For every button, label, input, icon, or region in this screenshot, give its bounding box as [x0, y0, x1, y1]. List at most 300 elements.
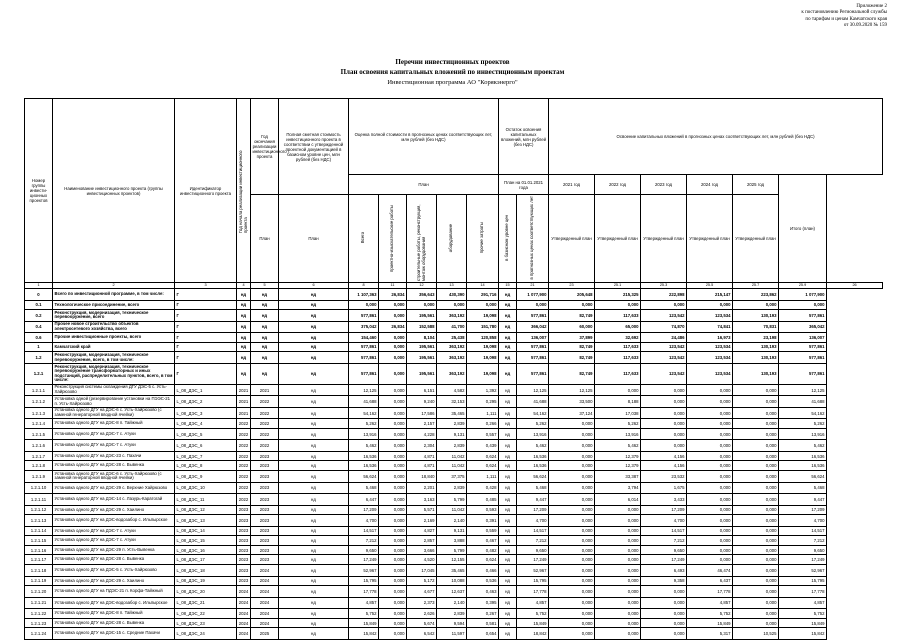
cell-other: 0,559 [467, 526, 499, 536]
cell-other: 0,439 [467, 440, 499, 452]
cell-other: 0,295 [467, 396, 499, 408]
col-number: 5 [251, 283, 279, 289]
cell-total: 15,849 [349, 618, 379, 628]
cell-base: нд [499, 384, 517, 396]
annex-line: от 30.09.2020 № 159 [843, 23, 887, 29]
cell-pir: 0,000 [379, 352, 407, 364]
table-row [25, 515, 883, 527]
cell-name: Установка одного ДГУ на ДЭС-5 с. Усть-Хайрюзово [53, 565, 175, 577]
cell-total: 13,916 [349, 428, 379, 440]
cell-2022: 0,000 [595, 545, 641, 555]
cell-2022: 5,262 [595, 419, 641, 429]
cell-equip: 35,465 [437, 565, 467, 577]
header-num: Номер группы инвести-ционных проектов [25, 99, 53, 283]
cell-smr: 4,228 [407, 428, 437, 440]
cell-full-cost: нд [279, 515, 349, 527]
cell-name: Всего по инвестиционной программе, в том числе: [53, 289, 175, 301]
cell-2022: 33,387 [595, 471, 641, 483]
annex-note [801, 4, 887, 30]
cell-2023: 0,000 [641, 384, 687, 396]
cell-num: 0.4 [25, 321, 53, 333]
cell-full-cost: нд [279, 407, 349, 419]
cell-2024: 5,752 [687, 609, 733, 619]
table-row [25, 396, 883, 408]
cell-end-year: 2023 [251, 536, 279, 546]
cell-end-year: нд [251, 333, 279, 343]
cell-name: Установка одного ДГУ на ДЭС-23 с. Пахачи [53, 451, 175, 461]
cell-itogo: 577,861 [779, 363, 827, 384]
cell-base: нд [499, 461, 517, 471]
cell-full-cost: нд [279, 310, 349, 322]
cell-2024: 0,000 [687, 536, 733, 546]
cell-pir: 0,000 [379, 526, 407, 536]
header-approved-2021: Утвержденный план [549, 195, 595, 283]
cell-end-year: 2022 [251, 440, 279, 452]
cell-pir: 0,000 [379, 545, 407, 555]
cell-smr: 5,571 [407, 505, 437, 515]
cell-2022: 215,325 [595, 289, 641, 301]
cell-start-year: 2023 [237, 505, 251, 515]
table-row [25, 609, 883, 619]
cell-2025: 0,000 [733, 396, 779, 408]
cell-smr: 2,373 [407, 597, 437, 609]
cell-base: нд [499, 628, 517, 640]
col-number: 4 [237, 283, 251, 289]
cell-full-cost: нд [279, 536, 349, 546]
cell-base: нд [499, 482, 517, 494]
cell-end-year: 2022 [251, 419, 279, 429]
cell-other: 0,536 [467, 576, 499, 586]
cell-start-year: 2023 [237, 536, 251, 546]
cell-start-year: нд [237, 333, 251, 343]
cell-other: 19,098 [467, 342, 499, 352]
cell-equip: 2,839 [437, 482, 467, 494]
cell-smr: 356,643 [407, 289, 437, 301]
cell-equip: 9,131 [437, 526, 467, 536]
cell-forecast: 5,468 [517, 482, 549, 494]
cell-2022: 0,000 [595, 384, 641, 396]
cell-2024: 17,778 [687, 586, 733, 598]
cell-end-year: 2024 [251, 618, 279, 628]
col-number: 3 [175, 283, 237, 289]
header-base-price-text: в базисном уровне цен [504, 215, 510, 261]
cell-2024: 0,000 [687, 396, 733, 408]
cell-id: L_08_ДЭС_17 [175, 555, 237, 565]
cell-pir: 0,000 [379, 536, 407, 546]
cell-start-year: нд [237, 363, 251, 384]
cell-forecast: 136,007 [517, 333, 549, 343]
cell-forecast: 15,795 [517, 576, 549, 586]
cell-pir: 0,000 [379, 300, 407, 310]
cell-forecast: 54,162 [517, 407, 549, 419]
cell-2021: 0,000 [549, 545, 595, 555]
cell-base: нд [499, 407, 517, 419]
cell-total: 17,209 [349, 505, 379, 515]
cell-id: L_08_ДЭС_19 [175, 576, 237, 586]
cell-2021: 82,749 [549, 342, 595, 352]
cell-name: Установка одного ДГУ на ДЭС-водозабор с. Ильпырское [53, 597, 175, 609]
cell-smr: 4,520 [407, 555, 437, 565]
cell-base: нд [499, 555, 517, 565]
cell-base: нд [499, 515, 517, 527]
cell-start-year: 2023 [237, 526, 251, 536]
cell-2025: 0,000 [733, 555, 779, 565]
cell-forecast: 16,536 [517, 451, 549, 461]
cell-start-year: 2022 [237, 471, 251, 483]
cell-name: Установка одного ДГУ на ДЭС-6 с. Усть-Хайрюзово (с заменой генераторной вводной ячейки) [53, 407, 175, 419]
cell-itogo: 17,778 [779, 586, 827, 598]
cell-other: 19,098 [467, 352, 499, 364]
cell-itogo: 4,857 [779, 597, 827, 609]
cell-2024: 0,000 [687, 451, 733, 461]
cell-num: 1.2.1.17 [25, 555, 53, 565]
cell-end-year: 2023 [251, 471, 279, 483]
cell-smr: 3,666 [407, 545, 437, 555]
cell-2025: 0,000 [733, 384, 779, 396]
header-start-year [237, 99, 251, 283]
cell-pir: 0,000 [379, 471, 407, 483]
cell-name: Установка одного ДГУ на ДЭС-28 с. Вывенка [53, 461, 175, 471]
cell-forecast: 7,212 [517, 536, 549, 546]
header-estimate: Оценка полной стоимости в прогнозных ценах соответствующих лет, млн рублей (без НДС) [349, 99, 499, 175]
cell-2021: 0,000 [549, 628, 595, 640]
cell-2023: 4,700 [641, 515, 687, 527]
cell-2021: 0,000 [549, 461, 595, 471]
header-year-2021: 2021 год [549, 175, 595, 195]
table-row [25, 555, 883, 565]
cell-2025: 0,000 [733, 618, 779, 628]
cell-2021: 0,000 [549, 565, 595, 577]
cell-base: нд [499, 396, 517, 408]
cell-start-year: нд [237, 310, 251, 322]
cell-full-cost: нд [279, 565, 349, 577]
cell-pir: 0,000 [379, 333, 407, 343]
cell-itogo: 16,536 [779, 461, 827, 471]
cell-end-year: 2023 [251, 545, 279, 555]
document-title: Перечни инвестиционных проектов [395, 58, 510, 66]
cell-2023: 222,898 [641, 289, 687, 301]
cell-num: 1.2.1.7 [25, 451, 53, 461]
cell-smr: 2,304 [407, 440, 437, 452]
cell-2021: 0,000 [549, 576, 595, 586]
cell-total: 375,042 [349, 321, 379, 333]
cell-name: Технологическое присоединение, всего [53, 300, 175, 310]
header-equip [437, 195, 467, 283]
cell-itogo: 5,468 [779, 482, 827, 494]
cell-num: 1.2.1.4 [25, 419, 53, 429]
header-other [467, 195, 499, 283]
cell-end-year: 2023 [251, 482, 279, 494]
cell-forecast: 18,842 [517, 628, 549, 640]
cell-forecast: 15,849 [517, 618, 549, 628]
cell-forecast: 5,752 [517, 609, 549, 619]
cell-base: нд [499, 536, 517, 546]
cell-2024: 123,534 [687, 363, 733, 384]
cell-equip: 0,000 [437, 300, 467, 310]
cell-name: Установка одного ДГУ на ДЭС-29 с. Хаилино [53, 576, 175, 586]
header-smr [407, 195, 437, 283]
cell-base: нд [499, 576, 517, 586]
cell-2024: 123,534 [687, 342, 733, 352]
cell-total: 5,462 [349, 440, 379, 452]
cell-forecast: 5,462 [517, 440, 549, 452]
cell-2023: 0,000 [641, 419, 687, 429]
cell-name: Реконструкция, модернизация, техническое перевооружение, всего, в том числе: [53, 352, 175, 364]
cell-pir: 26,834 [379, 289, 407, 301]
cell-2022: 12,379 [595, 461, 641, 471]
cell-equip: 430,390 [437, 289, 467, 301]
cell-itogo: 4,700 [779, 515, 827, 527]
cell-2023: 0,000 [641, 407, 687, 419]
cell-end-year: 2022 [251, 428, 279, 440]
cell-other: 0,581 [467, 618, 499, 628]
cell-2022: 117,633 [595, 342, 641, 352]
cell-end-year: 2023 [251, 494, 279, 506]
cell-smr: 195,561 [407, 310, 437, 322]
cell-start-year: нд [237, 300, 251, 310]
cell-equip: 2,140 [437, 515, 467, 527]
cell-2023: 123,542 [641, 310, 687, 322]
cell-num: 1.2.1.20 [25, 586, 53, 598]
cell-equip: 11,042 [437, 451, 467, 461]
cell-equip: 2,839 [437, 440, 467, 452]
header-forecast-price [517, 195, 549, 283]
cell-id: Г [175, 342, 237, 352]
cell-num: 0.2 [25, 310, 53, 322]
cell-name: Установка одного ДГУ на ДЭС-8 п. Тайжный [53, 419, 175, 429]
cell-2023: 23,532 [641, 471, 687, 483]
table-row [25, 505, 883, 515]
cell-full-cost: нд [279, 333, 349, 343]
cell-forecast: 56,624 [517, 471, 549, 483]
cell-smr: 2,857 [407, 536, 437, 546]
cell-full-cost: нд [279, 352, 349, 364]
cell-2024: 0,000 [687, 461, 733, 471]
cell-total: 4,857 [349, 597, 379, 609]
cell-equip: 2,140 [437, 597, 467, 609]
cell-2023: 9,650 [641, 545, 687, 555]
cell-end-year: 2024 [251, 597, 279, 609]
table-row [25, 384, 883, 396]
cell-total: 5,468 [349, 482, 379, 494]
cell-2024: 0,000 [687, 384, 733, 396]
cell-2023: 123,542 [641, 363, 687, 384]
cell-2025: 0,000 [733, 300, 779, 310]
annex-line: Приложение 2 [856, 4, 887, 9]
cell-other: 0,624 [467, 451, 499, 461]
cell-full-cost: нд [279, 342, 349, 352]
cell-full-cost: нд [279, 526, 349, 536]
cell-equip: 363,192 [437, 363, 467, 384]
cell-base: нд [499, 352, 517, 364]
cell-num: 1.2.1.1 [25, 384, 53, 396]
cell-2025: 0,000 [733, 407, 779, 419]
cell-total: 0,000 [349, 300, 379, 310]
header-plan: План [349, 175, 499, 195]
cell-base: нд [499, 526, 517, 536]
cell-2023: 0,000 [641, 609, 687, 619]
cell-2025: 130,193 [733, 363, 779, 384]
cell-2023: 0,000 [641, 300, 687, 310]
cell-2022: 117,633 [595, 363, 641, 384]
header-approved-2024: Утвержденный план [687, 195, 733, 283]
cell-smr: 18,840 [407, 471, 437, 483]
cell-pir: 0,000 [379, 565, 407, 577]
cell-base: нд [499, 440, 517, 452]
cell-end-year: 2022 [251, 396, 279, 408]
cell-forecast: 577,861 [517, 352, 549, 364]
cell-start-year: 2022 [237, 419, 251, 429]
cell-2025: 0,000 [733, 494, 779, 506]
cell-smr: 6,151 [407, 384, 437, 396]
cell-other: 291,716 [467, 289, 499, 301]
table-row [25, 363, 883, 384]
table-row [25, 289, 883, 301]
cell-pir: 0,000 [379, 419, 407, 429]
cell-num: 1.2.1.2 [25, 396, 53, 408]
cell-2022: 0,000 [595, 505, 641, 515]
cell-2024: 0,000 [687, 526, 733, 536]
cell-id: L_08_ДЭС_1 [175, 384, 237, 396]
cell-start-year: 2023 [237, 515, 251, 527]
cell-id: L_08_ДЭС_22 [175, 609, 237, 619]
cell-equip: 363,192 [437, 342, 467, 352]
cell-2021: 0,000 [549, 494, 595, 506]
cell-base: нд [499, 310, 517, 322]
cell-full-cost: нд [279, 482, 349, 494]
table-row [25, 461, 883, 471]
cell-other: 1,111 [467, 407, 499, 419]
cell-2024: 6,437 [687, 576, 733, 586]
cell-smr: 5,172 [407, 576, 437, 586]
cell-id: L_08_ДЭС_2 [175, 396, 237, 408]
cell-name: Прочее новое строительство объектов электросетевого хозяйства, всего [53, 321, 175, 333]
cell-2021: 82,749 [549, 363, 595, 384]
cell-end-year: 2023 [251, 555, 279, 565]
cell-2024: 16,973 [687, 333, 733, 343]
col-number: 25.9 [779, 283, 827, 289]
cell-num: 0 [25, 289, 53, 301]
cell-pir: 0,000 [379, 505, 407, 515]
cell-2024: 0,000 [687, 428, 733, 440]
cell-2025: 223,862 [733, 289, 779, 301]
cell-itogo: 0,000 [779, 300, 827, 310]
header-year-2025: 2025 год [733, 175, 779, 195]
header-schedule: Освоение капитальных вложений в прогнозных ценах соответствующих лет, млн рублей (без НДС) [549, 99, 883, 175]
cell-pir: 0,000 [379, 482, 407, 494]
cell-end-year: 2023 [251, 526, 279, 536]
cell-equip: 9,594 [437, 618, 467, 628]
cell-full-cost: нд [279, 576, 349, 586]
cell-total: 54,162 [349, 407, 379, 419]
cell-equip: 10,088 [437, 576, 467, 586]
header-total [349, 195, 379, 283]
cell-2021: 0,000 [549, 419, 595, 429]
cell-base: нд [499, 565, 517, 577]
cell-2021: 82,749 [549, 310, 595, 322]
cell-full-cost: нд [279, 618, 349, 628]
cell-2022: 13,916 [595, 428, 641, 440]
cell-2022: 65,000 [595, 321, 641, 333]
cell-name: Установка одного ДГУ на ДЭС-7 с. Атуки [53, 440, 175, 452]
header-year-2024: 2024 год [687, 175, 733, 195]
cell-full-cost: нд [279, 419, 349, 429]
cell-itogo: 12,125 [779, 384, 827, 396]
header-approved-2023: Утвержденный план [641, 195, 687, 283]
program-name: Инвестиционная программа АО "Корякэнерго" [387, 79, 518, 86]
cell-full-cost: нд [279, 597, 349, 609]
cell-num: 1 [25, 342, 53, 352]
cell-total: 5,262 [349, 419, 379, 429]
cell-other: 0,624 [467, 461, 499, 471]
cell-equip: 11,042 [437, 461, 467, 471]
cell-itogo: 5,752 [779, 609, 827, 619]
cell-itogo: 17,249 [779, 555, 827, 565]
cell-other: 1,111 [467, 471, 499, 483]
cell-forecast: 5,262 [517, 419, 549, 429]
table-header [25, 99, 883, 289]
cell-id: L_08_ДЭС_13 [175, 515, 237, 527]
cell-forecast: 16,536 [517, 461, 549, 471]
cell-total: 154,460 [349, 333, 379, 343]
cell-2022: 6,014 [595, 494, 641, 506]
cell-base: нд [499, 586, 517, 598]
cell-other: 19,098 [467, 363, 499, 384]
cell-equip: 37,375 [437, 471, 467, 483]
cell-full-cost: нд [279, 321, 349, 333]
cell-end-year: 2025 [251, 628, 279, 640]
cell-forecast: 0,000 [517, 300, 549, 310]
cell-id: L_08_ДЭС_9 [175, 471, 237, 483]
cell-full-cost: нд [279, 289, 349, 301]
cell-2022: 0,000 [595, 555, 641, 565]
cell-itogo: 577,861 [779, 310, 827, 322]
cell-smr: 8,104 [407, 333, 437, 343]
annex-line: по тарифам и ценам Камчатского края [805, 16, 887, 22]
cell-forecast: 577,861 [517, 342, 549, 352]
cell-2022: 0,000 [595, 618, 641, 628]
cell-2025: 0,000 [733, 461, 779, 471]
cell-equip: 5,799 [437, 494, 467, 506]
table-row [25, 545, 883, 555]
cell-start-year: 2022 [237, 440, 251, 452]
cell-id: L_08_ДЭС_24 [175, 628, 237, 640]
annex-line: к постановлению Региональной службы [801, 10, 887, 16]
cell-id: L_08_ДЭС_3 [175, 407, 237, 419]
cell-equip: 41,700 [437, 321, 467, 333]
cell-smr: 4,827 [407, 526, 437, 536]
cell-2023: 1,675 [641, 482, 687, 494]
investment-table [24, 98, 883, 640]
cell-2025: 0,000 [733, 505, 779, 515]
cell-base: нд [499, 300, 517, 310]
cell-end-year: 2023 [251, 451, 279, 461]
cell-2025: 0,000 [733, 597, 779, 609]
cell-total: 15,795 [349, 576, 379, 586]
cell-2023: 0,000 [641, 428, 687, 440]
table-row [25, 494, 883, 506]
cell-other: 0,485 [467, 494, 499, 506]
cell-2025: 70,831 [733, 321, 779, 333]
cell-2023: 0,000 [641, 586, 687, 598]
cell-2022: 17,038 [595, 407, 641, 419]
cell-smr: 195,561 [407, 352, 437, 364]
cell-full-cost: нд [279, 440, 349, 452]
cell-num: 1.2.1.5 [25, 428, 53, 440]
cell-2021: 60,000 [549, 321, 595, 333]
cell-itogo: 1 077,900 [779, 289, 827, 301]
cell-equip: 363,192 [437, 352, 467, 364]
